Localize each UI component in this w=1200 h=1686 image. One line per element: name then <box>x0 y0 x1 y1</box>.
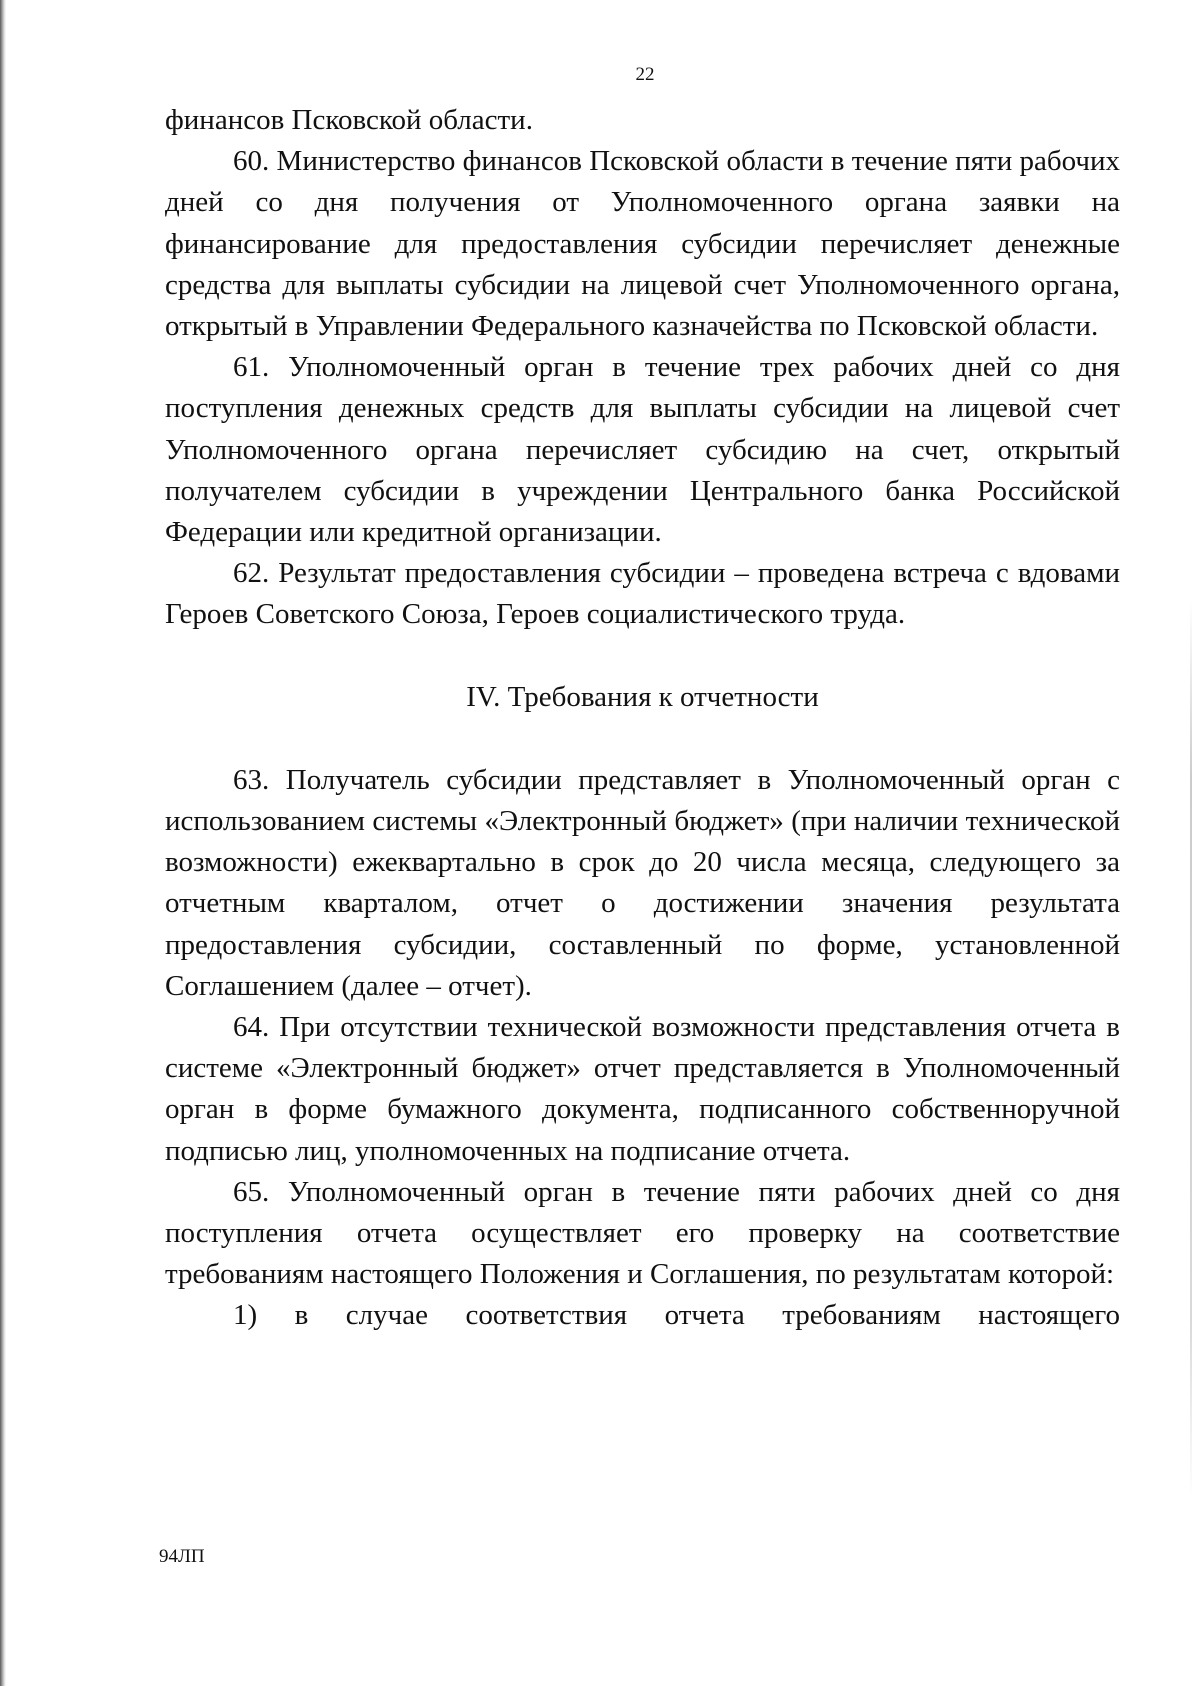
paragraph-63: 63. Получатель субсидии представляет в Уполномоченный орган с использованием системы «Электронный бюджет» (при наличии технической возможности) ежеквартально в срок до 20 числа месяца, следующего за отчетным кварталом, отчет о достижении значения результата предоставления субсидии, составленный по форме, установленной Соглашением (далее – отчет). <box>165 763 1120 1002</box>
paragraph-62: 62. Результат предоставления субсидии – проведена встреча с вдовами Героев Советского Союза, Героев социалистического труда. <box>165 557 1120 631</box>
paragraph-60: 60. Министерство финансов Псковской области в течение пяти рабочих дней со дня получения от Уполномоченного органа заявки на финансирование для предоставления субсидии перечисляет денежные средства для выплаты субсидии на лицевой счет Уполномоченного органа, открытый в Управлении Федерального казначейства по Псковской области. <box>165 145 1120 343</box>
footer-document-code: 94ЛП <box>159 1546 205 1567</box>
page-number: 22 <box>635 64 655 85</box>
list-item-1: 1) в случае соответствия отчета требованиям настоящего <box>233 1299 1120 1332</box>
paragraph-continuation: финансов Псковской области. <box>165 104 533 136</box>
paragraph-61: 61. Уполномоченный орган в течение трех рабочих дней со дня поступления денежных средств для выплаты субсидии на лицевой счет Уполномоченного органа перечисляет субсидию на счет, открытый получателем субсидии в учреждении Центрального банка Российской Федерации или кредитной организации. <box>165 351 1120 549</box>
scan-edge-right <box>1190 600 1192 1500</box>
section-heading: IV. Требования к отчетности <box>466 680 819 713</box>
document-body <box>165 100 1120 1337</box>
paragraph-65: 65. Уполномоченный орган в течение пяти рабочих дней со дня поступления отчета осуществляет его проверку на соответствие требованиям настоящего Положения и Соглашения, по результатам которой: <box>165 1175 1120 1291</box>
paragraph-64: 64. При отсутствии технической возможности представления отчета в системе «Электронный бюджет» отчет представляется в Уполномоченный орган в форме бумажного документа, подписанного собственноручной подписью лиц, уполномоченных на подписание отчета. <box>165 1011 1120 1167</box>
scan-edge-left <box>0 0 6 1686</box>
